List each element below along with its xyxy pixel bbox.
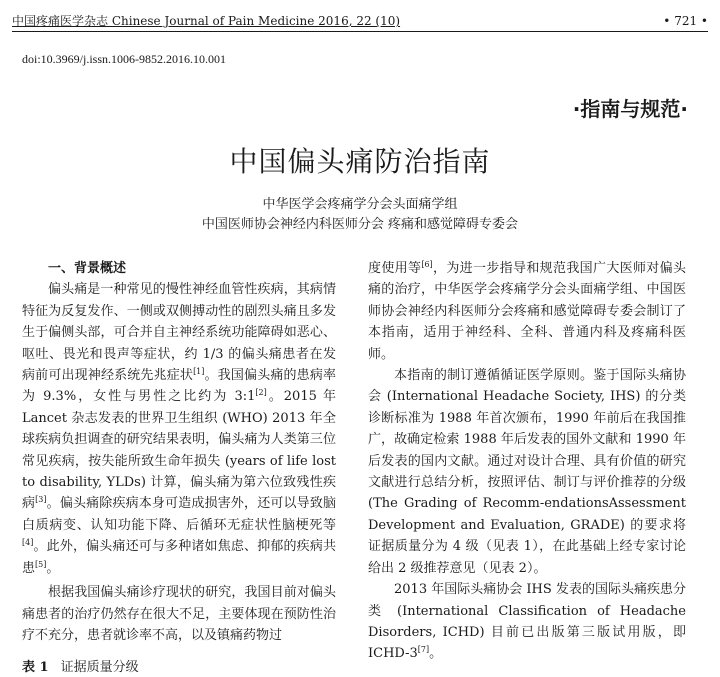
paragraph: 本指南的制订遵循循证医学原则。鉴于国际头痛协会 (International Headache Society, IHS) 的分类诊断标准为 1988 年首次颁布，1990 年前后在我国推广，故确定检索 1988 年后发表的国外文献和 1990 年后发表的国内文献。通过对设计合理、具有价值的研究文献进行总结分析，按照评估、制订与评价推荐的分级 (The Grading of Recomm-endationsAssessment Development and Evaluation, GRADE) 的要求将证据质量分为 4 级（见表 1），在此基础上经专家讨论给出 2 级推荐意见（见表 2）。 [368,368,686,576]
table-label: 表 1 [22,660,49,675]
citation[interactable]: [7] [417,645,430,655]
article-category: ·指南与规范· [572,97,688,121]
journal-name: 中国疼痛医学杂志 Chinese Journal of Pain Medicine 2016, 22 (10) [12,14,401,28]
table-title: 证据质量分级 [60,660,139,675]
right-column [368,258,686,665]
section-heading: 一、背景概述 [48,261,127,276]
citation[interactable]: [6] [421,260,433,269]
citation[interactable]: [3] [35,495,47,505]
author-affiliation-2: 中国医师协会神经内科医师分会 疼痛和感觉障碍专委会 [201,217,519,232]
paragraph: 2013 年国际头痛协会 IHS 发表的国际头痛疾患分 类 (International Classification of Headache Disorders, ICHD) 目前已出版第三版试用版，即 ICHD-3[7]。 [368,582,686,662]
left-column [22,258,336,646]
article-title: 中国偏头痛防治指南 [229,145,491,178]
author-affiliation-1: 中华医学会疼痛学分会头面痛学组 [262,197,458,212]
citation[interactable]: [4] [22,538,34,548]
citation[interactable]: [5] [35,559,47,569]
citation[interactable]: [2] [255,388,267,398]
paragraph: 根据我国偏头痛诊疗现状的研究，我国目前对偏头痛患者的治疗仍然存在很大不足，主要体现在预防性治疗不充分，患者就诊率不高，以及镇痛药物过 [22,585,336,643]
citation[interactable]: [1] [193,367,205,377]
doi: doi:10.3969/j.issn.1006-9852.2016.10.001 [22,52,227,66]
header-rule [12,31,708,32]
paragraph: 偏头痛是一种常见的慢性神经血管性疾病，其病情特征为反复发作、一侧或双侧搏动性的剧烈头痛且多发生于偏侧头部，可合并自主神经系统功能障碍如恶心、呕吐、畏光和畏声等症状，约 1/3 的偏头痛患者在发病前可出现神经系统先兆症状[1]。我国偏头痛的患病率为 9.3%，女性与男性之比约为 3:1[2]。2015 年 Lancet 杂志发表的世界卫生组织 (WHO) 2013 年全球疾病负担调查的研究结果表明，偏头痛为人类第三位常见疾病，按失能所致生命年损失 (years of life lost to disability, YLDs) 计算，偏头痛为第六位致残性疾病[3]。偏头痛除疾病本身可造成损害外，还可以导致脑白质病变、认知功能下降、后循环无症状性脑梗死等[4]。此外，偏头痛还可与多种诸如焦虑、抑郁的疾病共患[5]。 [22,282,337,576]
paragraph: 度使用等[6]，为进一步指导和规范我国广大医师对偏头痛的治疗，中华医学会疼痛学分会头面痛学组、中国医师协会神经内科医师分会疼痛和感觉障碍专委会制订了本指南，适用于神经科、全科、普通内科及疼痛科医师。 [368,260,686,362]
page-number: • 721 • [663,14,708,28]
running-header [12,12,708,30]
table-caption [22,656,139,675]
